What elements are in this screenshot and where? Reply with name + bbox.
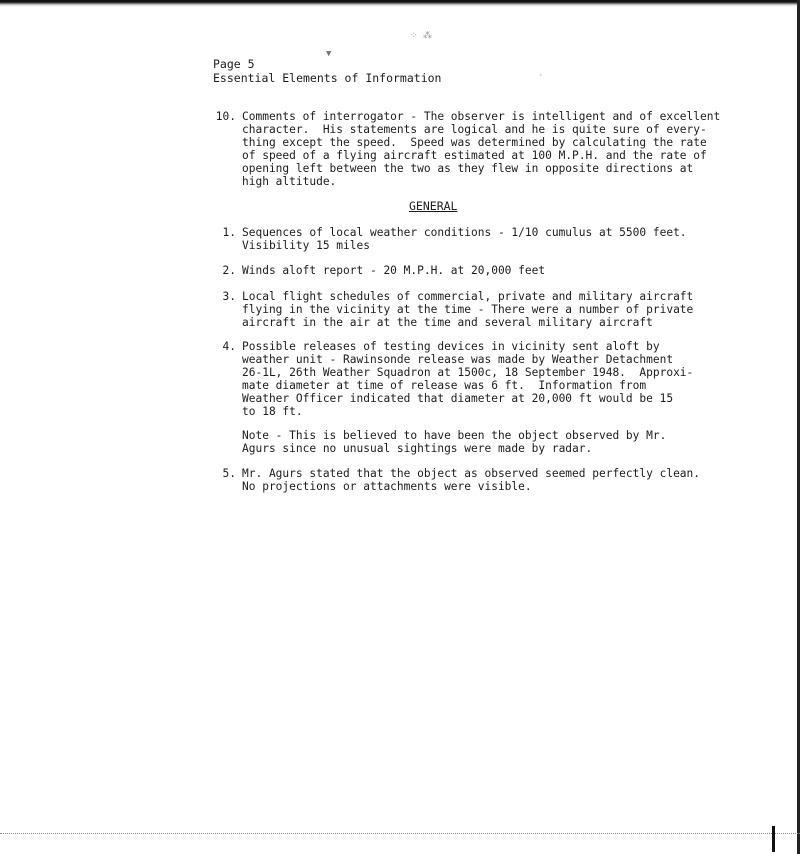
item-number: 2. bbox=[222, 264, 236, 277]
text-line: opening left between the two as they flew in opposite directions at bbox=[242, 162, 694, 176]
general-item-4 bbox=[222, 340, 712, 419]
scan-edge-top bbox=[0, 0, 800, 7]
speck-mark: · bbox=[538, 71, 544, 81]
text-line: weather unit - Rawinsonde release was made by Weather Detachment bbox=[242, 353, 674, 367]
page-number: Page 5 bbox=[213, 57, 255, 71]
text-line: Winds aloft report - 20 M.P.H. at 20,000 feet bbox=[242, 264, 546, 277]
text-line: No projections or attachments were visible. bbox=[242, 480, 532, 494]
section-heading: GENERAL bbox=[409, 199, 458, 213]
text-line: Weather Officer indicated that diameter at 20,000 ft would be 15 bbox=[242, 392, 674, 406]
text-line: Sequences of local weather conditions - 1/10 cumulus at 5500 feet. bbox=[242, 226, 687, 239]
text-line: character. His statements are logical and he is quite sure of every- bbox=[242, 123, 707, 137]
text-line: Comments of interrogator - The observer is intelligent and of excellent bbox=[242, 110, 721, 123]
speck-mark: ⁘ ⁂ bbox=[410, 31, 432, 41]
text-line: Mr. Agurs stated that the object as observed seemed perfectly clean. bbox=[242, 467, 701, 480]
item-number: 5. bbox=[222, 467, 236, 480]
general-item-5 bbox=[222, 467, 712, 494]
text-line: aircraft in the air at the time and several military aircraft bbox=[242, 316, 653, 330]
general-item-2 bbox=[222, 264, 712, 277]
text-line: Visibility 15 miles bbox=[242, 239, 370, 253]
document-subtitle: Essential Elements of Information bbox=[213, 71, 442, 85]
text-line: mate diameter at time of release was 6 ft. Information from bbox=[242, 379, 647, 393]
text-line: of speed of a flying aircraft estimated at 100 M.P.H. and the rate of bbox=[242, 149, 707, 163]
text-line: 26-1L, 26th Weather Squadron at 1500c, 18 September 1948. Approxi- bbox=[242, 366, 694, 380]
item-number: 3. bbox=[222, 290, 236, 303]
general-item-1 bbox=[222, 226, 712, 253]
item-number: 10. bbox=[215, 110, 236, 123]
text-line: Possible releases of testing devices in vicinity sent aloft by bbox=[242, 340, 660, 353]
text-line: Local flight schedules of commercial, private and military aircraft bbox=[242, 290, 694, 303]
document-header bbox=[213, 57, 441, 85]
text-line: thing except the speed. Speed was determined by calculating the rate bbox=[242, 136, 707, 150]
text-line: flying in the vicinity at the time - There were a number of private bbox=[242, 303, 694, 317]
item-10 bbox=[215, 110, 721, 189]
text-line: to 18 ft. bbox=[242, 405, 303, 419]
speck-mark: ▼ bbox=[326, 49, 332, 59]
note bbox=[242, 429, 712, 455]
text-line: Note - This is believed to have been the object observed by Mr. bbox=[242, 429, 667, 442]
text-line: high altitude. bbox=[242, 175, 337, 189]
scan-edge-bottom bbox=[0, 833, 800, 854]
item-number: 1. bbox=[222, 226, 236, 239]
corner-mark bbox=[772, 826, 775, 852]
text-line: Agurs since no unusual sightings were made by radar. bbox=[242, 442, 593, 456]
general-item-3 bbox=[222, 290, 712, 330]
item-number: 4. bbox=[222, 340, 236, 353]
